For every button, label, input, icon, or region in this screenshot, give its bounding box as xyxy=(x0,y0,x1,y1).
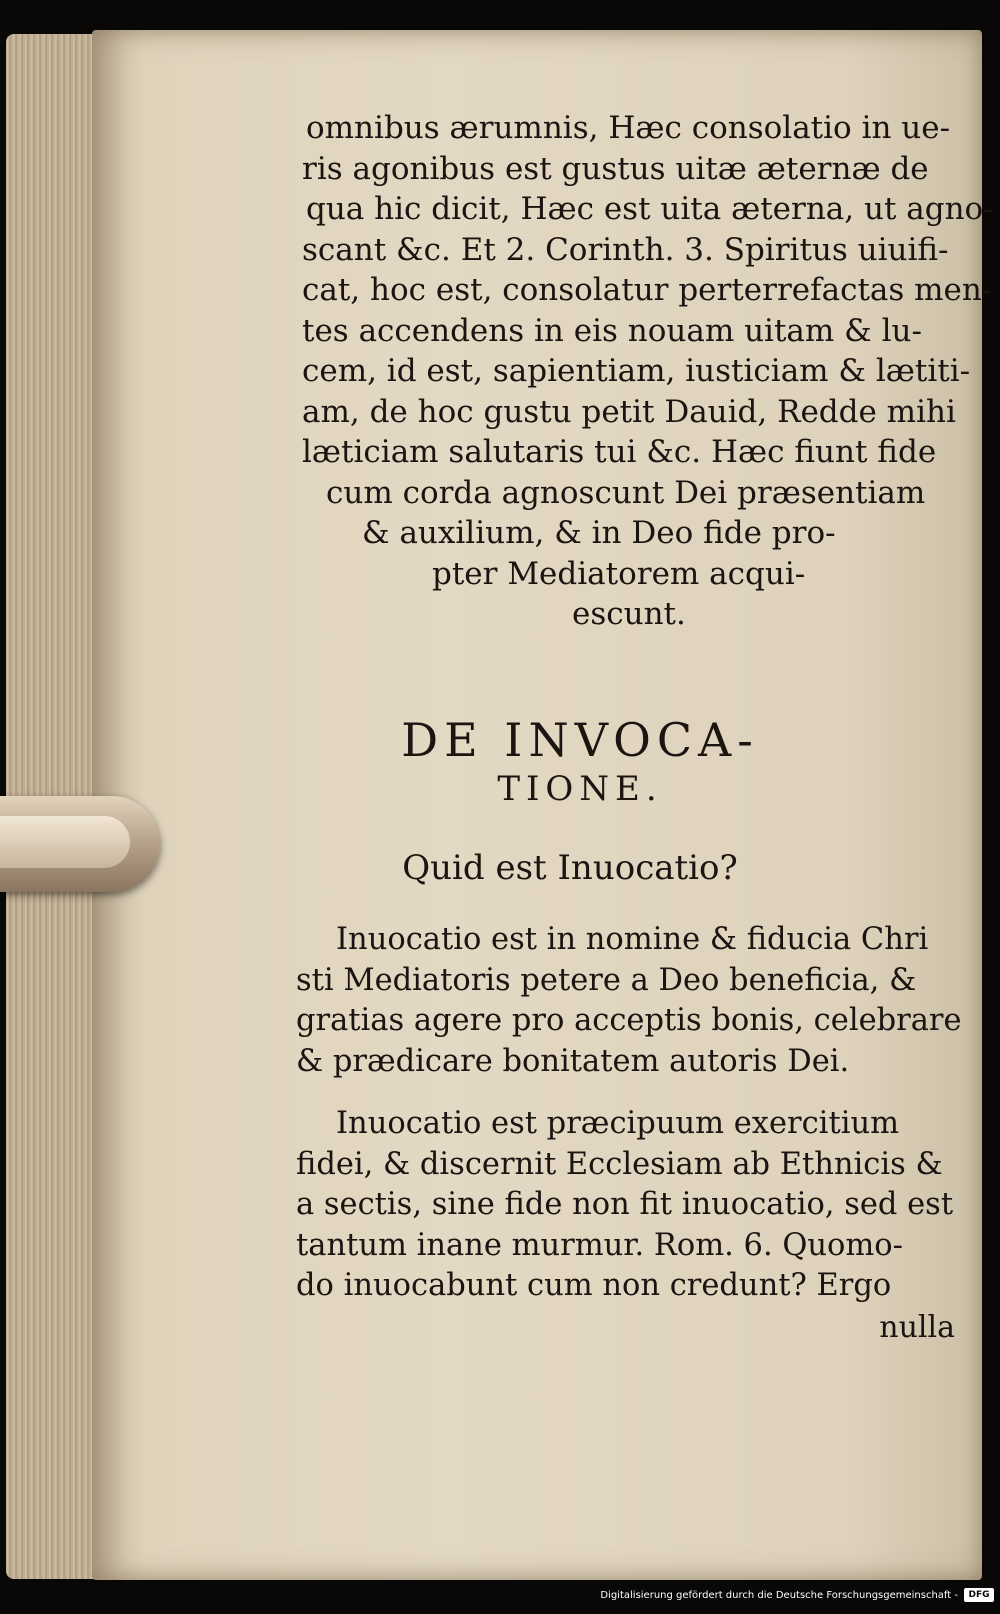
catchword: nulla xyxy=(879,1310,955,1345)
text-line: cem, id est, sapientiam, iusticiam & lætiti- xyxy=(302,353,971,389)
funding-credit: Digitalisierung gefördert durch die Deutsche Forschungsgemeinschaft - xyxy=(600,1590,958,1601)
text-line: escunt. xyxy=(572,596,686,632)
text-line: pter Mediatorem acqui- xyxy=(432,555,806,592)
text-line: Inuocatio est præcipuum exercitium xyxy=(336,1106,900,1141)
text-line: & auxilium, & in Deo fide pro- xyxy=(362,515,836,551)
dfg-logo: DFG xyxy=(964,1588,994,1602)
page-clip-highlight xyxy=(0,816,130,868)
text-line: a sectis, sine fide non fit inuocatio, sed est xyxy=(296,1187,954,1222)
text-line: fidei, & discernit Ecclesiam ab Ethnicis & xyxy=(296,1146,943,1182)
text-line: tantum inane murmur. Rom. 6. Quomo- xyxy=(296,1227,903,1263)
text-line: & prædicare bonitatem autoris Dei. xyxy=(296,1043,850,1079)
question-title: Quid est Inuocatio? xyxy=(402,848,738,888)
heading-line-2: TIONE. xyxy=(497,769,663,809)
text-line: Inuocatio est in nomine & fiducia Chri xyxy=(336,922,929,957)
top-text-block xyxy=(300,108,994,635)
paragraph-1 xyxy=(296,920,960,1082)
text-line: læticiam salutaris tui &c. Hæc fiunt fide xyxy=(302,434,937,470)
text-line: tes accendens in eis nouam uitam & lu- xyxy=(302,312,922,349)
page-clip xyxy=(0,796,160,892)
heading-line-1: DE INVOCA- xyxy=(401,713,759,767)
text-line: do inuocabunt cum non credunt? Ergo xyxy=(296,1268,892,1303)
text-line: cat, hoc est, consolatur perterrefactas men- xyxy=(302,272,993,308)
paragraph-2 xyxy=(296,1104,960,1307)
text-line: gratias agere pro acceptis bonis, celebrare xyxy=(296,1003,962,1038)
text-line: sti Mediatoris petere a Deo beneficia, & xyxy=(296,962,917,998)
text-line: ris agonibus est gustus uitæ æternæ de xyxy=(302,150,929,187)
digitization-footer xyxy=(0,1580,1000,1614)
text-line: qua hic dicit, Hæc est uita æterna, ut agno- xyxy=(306,191,994,227)
text-line: cum corda agnoscunt Dei præsentiam xyxy=(326,474,926,511)
text-line: omnibus ærumnis, Hæc consolatio in ue- xyxy=(306,110,951,146)
text-line: scant &c. Et 2. Corinth. 3. Spiritus uiuifi- xyxy=(302,231,949,268)
section-heading xyxy=(300,712,860,810)
text-line: am, de hoc gustu petit Dauid, Redde mihi xyxy=(302,393,956,430)
